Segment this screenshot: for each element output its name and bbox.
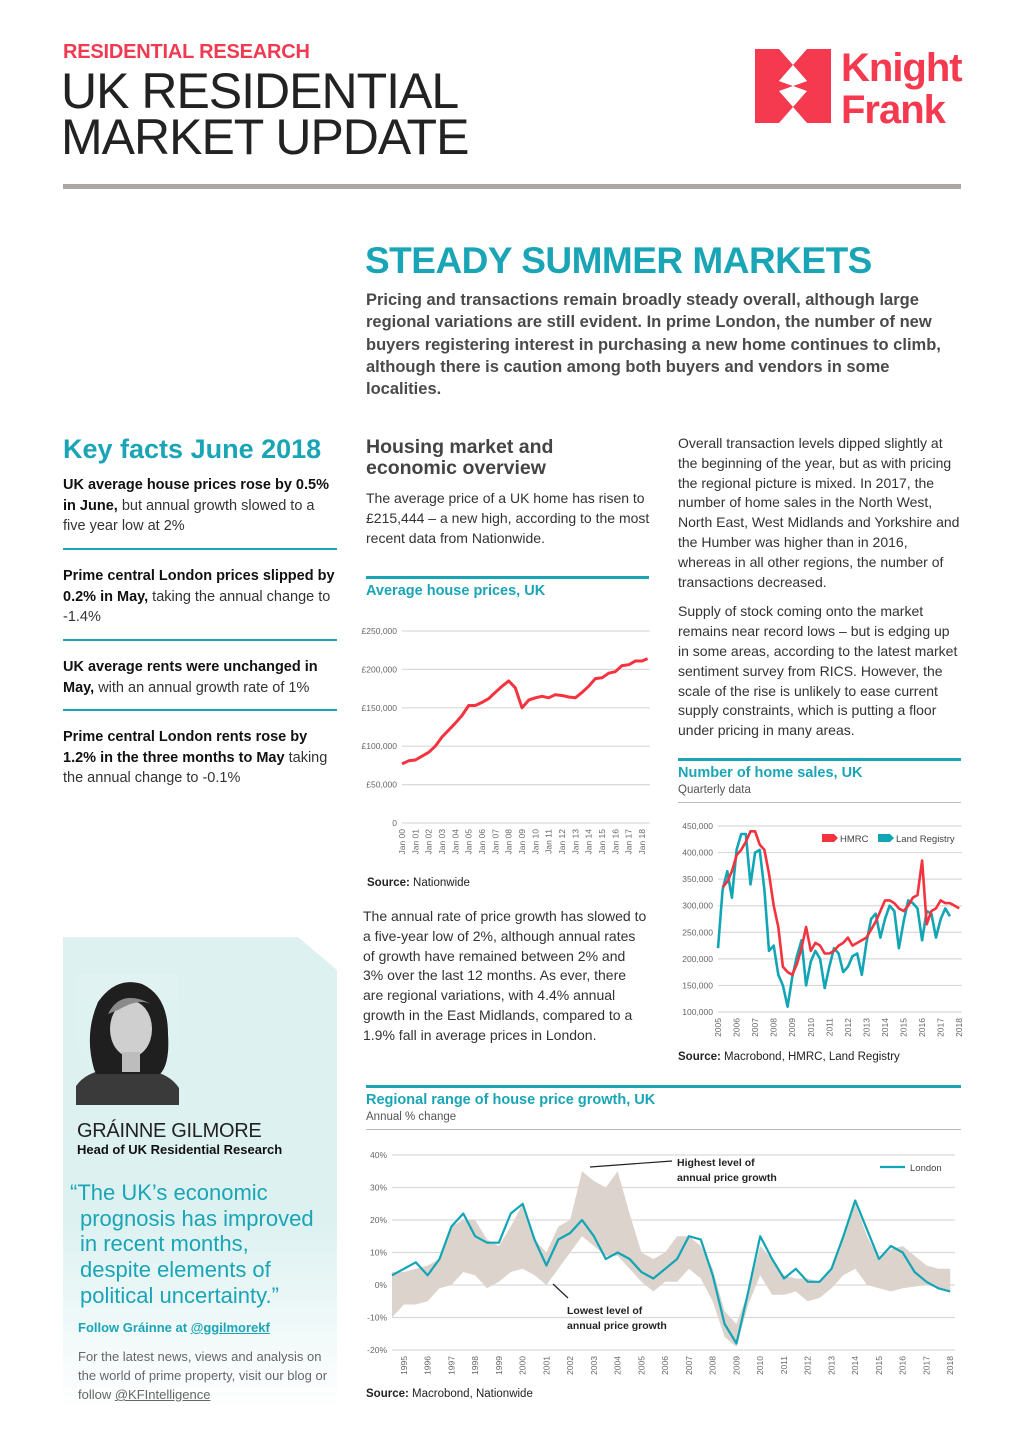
x-tick-label: Jan 00 xyxy=(397,829,407,855)
x-tick-label: 2001 xyxy=(541,1356,552,1375)
overview-paragraph-1: The average price of a UK home has risen to £215,444 – a new high, according to the most recent data from Nationwide. xyxy=(366,490,650,546)
x-tick-label: 2003 xyxy=(588,1356,599,1375)
source-label: Source: xyxy=(367,877,410,889)
y-tick-label: 0% xyxy=(374,1280,387,1290)
y-tick-label: 10% xyxy=(369,1247,387,1258)
x-tick-label: 2017 xyxy=(935,1018,946,1037)
legend-label: London xyxy=(910,1163,942,1174)
divider xyxy=(63,639,337,641)
source-label: Source: xyxy=(366,1388,409,1400)
y-tick-label: 0 xyxy=(392,818,397,828)
y-tick-label: £100,000 xyxy=(361,741,397,752)
y-tick-label: £250,000 xyxy=(361,626,397,636)
x-tick-label: Jan 03 xyxy=(437,829,447,855)
overview-heading: Housing market and economic overview xyxy=(366,436,554,479)
range-area xyxy=(392,1171,950,1347)
fact-bold: Prime central London rents rose by 1.2% in the three months to May xyxy=(63,729,308,766)
follow-text xyxy=(78,1320,270,1335)
y-tick-label: 200,000 xyxy=(682,953,713,964)
chart1-title: Average house prices, UK xyxy=(366,583,546,599)
x-tick-label: 2009 xyxy=(787,1018,798,1037)
average-house-prices-chart xyxy=(360,615,655,870)
x-tick-label: 2013 xyxy=(861,1018,872,1037)
chart2-title: Number of home sales, UK xyxy=(678,765,863,781)
header-rule xyxy=(63,184,961,189)
x-tick-label: 2012 xyxy=(802,1356,813,1375)
y-tick-label: 40% xyxy=(369,1150,387,1160)
fact-bold: UK average rents were unchanged in May, xyxy=(63,659,318,696)
knight-frank-logo xyxy=(755,45,965,127)
x-tick-label: 2000 xyxy=(517,1356,528,1375)
chart3-title: Regional range of house price growth, UK xyxy=(366,1092,656,1108)
y-tick-label: 450,000 xyxy=(682,821,713,831)
annotation-high-line1: Highest level of xyxy=(677,1157,755,1169)
x-tick-label: 2018 xyxy=(945,1356,956,1375)
portrait-photo xyxy=(76,974,179,1105)
x-tick-label: Jan 09 xyxy=(517,829,527,855)
legend-label: HMRC xyxy=(840,834,869,845)
x-tick-label: Jan 14 xyxy=(583,829,594,855)
quote-line: in recent months, xyxy=(80,1231,249,1257)
divider xyxy=(63,548,337,550)
fact-text: taking the annual change to -0.1% xyxy=(63,749,328,786)
blog-prefix: For the latest news, views and analysis on the world of prime property, visit our blog or follow xyxy=(78,1349,328,1402)
svg-text:Frank: Frank xyxy=(841,88,945,127)
source-text: Macrobond, HMRC, Land Registry xyxy=(724,1051,900,1063)
x-tick-label: 2007 xyxy=(683,1356,694,1375)
x-tick-label: 2002 xyxy=(565,1356,576,1375)
overview-paragraph-2: The annual rate of price growth has slowed to a five-year low of 2%, although annual rates of growth have remained between 2% and 3% over the last 12 months. As ever, there are regional variations, with 4.4% annual growth in the East Midlands, compared to a 1.9% fall in average prices in London. xyxy=(363,908,647,1043)
x-tick-label: Jan 08 xyxy=(503,829,514,855)
annotation-low-line2: annual price growth xyxy=(567,1320,667,1332)
fact-text: with an annual growth rate of 1% xyxy=(94,679,310,696)
key-fact xyxy=(63,657,338,698)
pull-quote xyxy=(70,1180,332,1309)
x-tick-label: 2016 xyxy=(917,1018,928,1037)
x-tick-label: Jan 04 xyxy=(450,829,461,855)
legend-swatch xyxy=(822,834,838,842)
annotation-low-line1: Lowest level of xyxy=(567,1305,643,1317)
series-line-land-registry xyxy=(718,834,950,1007)
x-tick-label: 2008 xyxy=(707,1356,718,1375)
chart3-subtitle: Annual % change xyxy=(366,1111,457,1123)
annotation-leader-low xyxy=(553,1284,568,1298)
fact-bold: Prime central London prices slipped by 0.2% in May, xyxy=(63,568,335,605)
headline: STEADY SUMMER MARKETS xyxy=(365,240,872,281)
x-tick-label: Jan 16 xyxy=(610,829,621,855)
key-fact xyxy=(63,566,338,628)
twitter-handle-link[interactable]: @ggilmorekf xyxy=(190,1320,270,1335)
divider xyxy=(63,709,337,711)
x-tick-label: 2017 xyxy=(921,1356,932,1375)
title-line-2: MARKET UPDATE xyxy=(61,109,469,165)
x-tick-label: 1998 xyxy=(470,1356,481,1375)
series-line-price xyxy=(402,659,648,764)
chart2-source xyxy=(678,1051,900,1063)
author-name: GRÁINNE GILMORE xyxy=(77,1120,262,1142)
x-tick-label: 2018 xyxy=(954,1018,965,1037)
x-tick-label: 2015 xyxy=(898,1018,909,1037)
y-tick-label: 150,000 xyxy=(682,980,713,991)
intro-paragraph: Pricing and transactions remain broadly steady overall, although large regional variations are still evident. In prime London, the number of new buyers registering interest in purchasing a new home continues to climb, although there is caution among both buyers and vendors in some localities. xyxy=(366,291,941,399)
home-sales-chart xyxy=(672,812,967,1047)
chart-rule xyxy=(366,1085,961,1088)
chart-rule xyxy=(366,576,649,579)
y-tick-label: -10% xyxy=(367,1312,387,1323)
chart-rule xyxy=(678,758,961,761)
x-tick-label: Jan 07 xyxy=(490,829,501,855)
annotation-leader-high xyxy=(590,1161,672,1167)
y-tick-label: 300,000 xyxy=(682,900,713,911)
title-line-1: UK RESIDENTIAL xyxy=(61,63,459,119)
report-title xyxy=(61,63,469,165)
x-tick-label: 2014 xyxy=(879,1018,890,1037)
x-tick-label: 2016 xyxy=(897,1356,908,1375)
x-tick-label: 2011 xyxy=(824,1018,835,1037)
x-tick-label: 2015 xyxy=(873,1356,884,1375)
x-tick-label: 1997 xyxy=(446,1356,457,1375)
kf-intelligence-link[interactable]: @KFIntelligence xyxy=(114,1387,211,1402)
y-tick-label: 30% xyxy=(369,1182,387,1193)
legend-swatch xyxy=(878,834,894,842)
x-tick-label: 2014 xyxy=(850,1356,861,1375)
x-tick-label: Jan 06 xyxy=(477,829,487,855)
x-tick-label: 1995 xyxy=(398,1356,409,1375)
chart-subrule xyxy=(678,802,961,803)
x-tick-label: Jan 05 xyxy=(463,829,474,855)
blog-text xyxy=(78,1347,328,1404)
x-tick-label: 2011 xyxy=(778,1356,789,1375)
x-tick-label: 2004 xyxy=(612,1356,623,1375)
x-tick-label: 2008 xyxy=(768,1018,779,1037)
svg-text:Knight: Knight xyxy=(841,46,962,90)
source-text: Nationwide xyxy=(413,877,470,889)
x-tick-label: Jan 02 xyxy=(423,829,434,855)
x-tick-label: 2010 xyxy=(755,1356,766,1375)
annotation-high-line2: annual price growth xyxy=(677,1172,777,1184)
y-tick-label: £50,000 xyxy=(366,779,397,790)
right-paragraph-1: Overall transaction levels dipped slightly at the beginning of the year, but as with pricing the regional picture is mixed. In 2017, the number of home sales in the North West, North East, West Midlands and Yorkshire and the Humber was higher than in 2016, whereas in all other regions, the number of transactions decreased. xyxy=(678,435,960,590)
key-fact xyxy=(63,475,338,537)
x-tick-label: Jan 13 xyxy=(570,829,581,855)
follow-prefix: Follow Gráinne at xyxy=(78,1320,191,1335)
y-tick-label: £150,000 xyxy=(361,702,397,713)
right-column-text xyxy=(678,434,963,751)
x-tick-label: Jan 12 xyxy=(557,829,567,855)
quote-line: “The UK’s economic xyxy=(70,1180,268,1205)
x-tick-label: 2012 xyxy=(842,1018,853,1037)
x-tick-label: Jan 15 xyxy=(597,829,607,855)
author-role: Head of UK Residential Research xyxy=(77,1142,283,1157)
legend-label: Land Registry xyxy=(896,834,955,845)
right-paragraph-2: Supply of stock coming onto the market remains near record lows – but is edging up in some areas, according to the latest market sentiment survey from RICS. However, the scale of the rise is unlikely to ease current supply constraints, which is putting a floor under pricing in many areas. xyxy=(678,603,958,739)
chart1-source xyxy=(367,877,470,889)
x-tick-label: 2006 xyxy=(660,1356,671,1375)
y-tick-label: 250,000 xyxy=(682,927,713,938)
y-tick-label: 350,000 xyxy=(682,874,713,885)
source-label: Source: xyxy=(678,1051,721,1063)
x-tick-label: 2010 xyxy=(805,1018,816,1037)
report-kicker: RESIDENTIAL RESEARCH xyxy=(63,41,310,63)
x-tick-label: 2007 xyxy=(750,1018,761,1037)
x-tick-label: Jan 01 xyxy=(410,829,421,855)
y-tick-label: 400,000 xyxy=(682,847,713,858)
x-tick-label: 2005 xyxy=(636,1356,647,1375)
key-facts-title: Key facts June 2018 xyxy=(63,434,322,464)
y-tick-label: £200,000 xyxy=(361,664,397,675)
key-fact xyxy=(63,727,338,789)
source-text: Macrobond, Nationwide xyxy=(412,1388,533,1400)
chart2-subtitle: Quarterly data xyxy=(678,784,751,796)
x-tick-label: Jan 10 xyxy=(530,829,541,855)
chart3-source xyxy=(366,1388,533,1400)
regional-price-growth-chart xyxy=(360,1140,966,1382)
x-tick-label: 2006 xyxy=(731,1018,742,1037)
y-tick-label: 20% xyxy=(369,1215,387,1225)
quote-line: despite elements of xyxy=(80,1257,271,1283)
y-tick-label: 100,000 xyxy=(682,1007,713,1017)
chart-subrule xyxy=(366,1129,961,1130)
x-tick-label: Jan 17 xyxy=(623,829,634,855)
x-tick-label: 2013 xyxy=(826,1356,837,1375)
x-tick-label: 2005 xyxy=(713,1018,723,1037)
quote-line: prognosis has improved xyxy=(80,1205,314,1231)
fact-bold: UK average house prices rose by 0.5% in June, xyxy=(63,477,329,514)
x-tick-label: Jan 18 xyxy=(637,829,647,855)
x-tick-label: Jan 11 xyxy=(543,829,554,854)
x-tick-label: 2009 xyxy=(731,1356,742,1375)
fact-text: but annual growth slowed to a five year low at 2% xyxy=(63,497,315,534)
quote-line: political uncertainty.” xyxy=(80,1282,279,1308)
x-tick-label: 1996 xyxy=(422,1356,433,1375)
fact-text: taking the annual change to -1.4% xyxy=(63,588,331,625)
y-tick-label: -20% xyxy=(367,1345,387,1355)
x-tick-label: 1999 xyxy=(493,1356,504,1375)
